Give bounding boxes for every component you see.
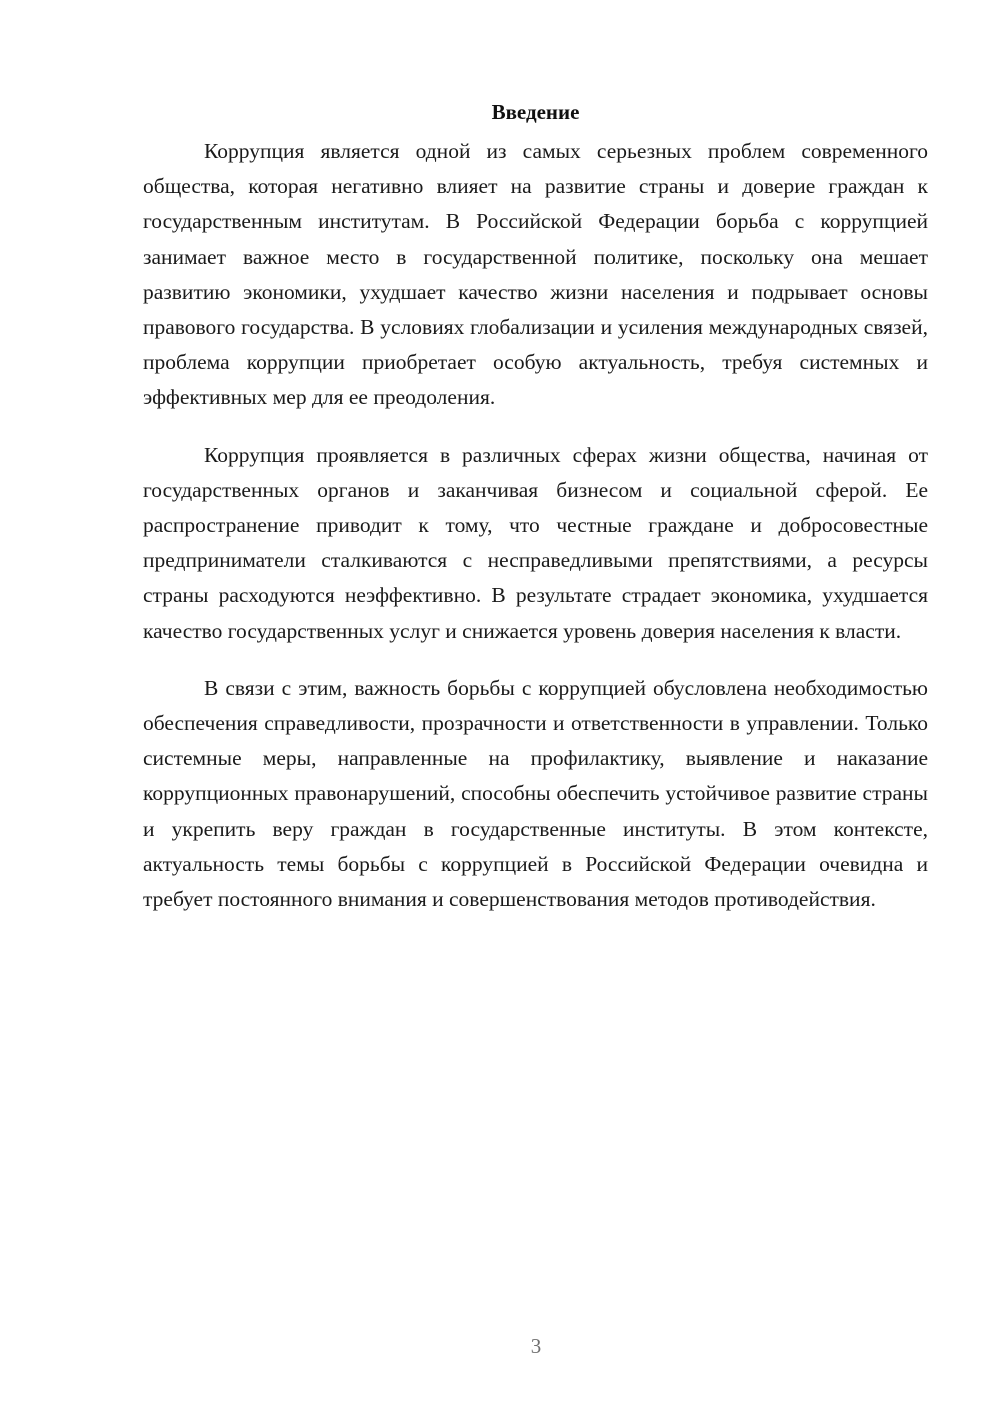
paragraph-1: Коррупция является одной из самых серьезных проблем современного общества, которая негативно влияет на развитие страны и доверие граждан к государственным институтам. В Российской Федерации борьба с коррупцией занимает важное место в государственной политике, поскольку она мешает развитию экономики, ухудшает качество жизни населения и подрывает основы правового государства. В условиях глобализации и усиления международных связей, проблема коррупции приобретает особую актуальность, требуя системных и эффективных мер для ее преодоления. — [143, 139, 928, 410]
paragraph-3: В связи с этим, важность борьбы с коррупцией обусловлена необходимостью обеспечения справедливости, прозрачности и ответственности в управлении. Только системные меры, направленные на профилактику, выявление и наказание коррупционных правонарушений, способны обеспечить устойчивое развитие страны и укрепить веру граждан в государственные институты. В этом контексте, актуальность темы борьбы с коррупцией в Российской Федерации очевидна и требует постоянного внимания и совершенствования методов противодействия. — [143, 675, 928, 912]
paragraph-2: Коррупция проявляется в различных сферах жизни общества, начиная от государственных органов и заканчивая бизнесом и социальной сферой. Ее распространение приводит к тому, что честные граждане и добросовестные предприниматели сталкиваются с несправедливыми препятствиями, а ресурсы страны расходуются неэффективно. В результате страдает экономика, ухудшается качество государственных услуг и снижается уровень доверия населения к власти. — [143, 442, 928, 643]
section-title: Введение — [491, 100, 580, 124]
page-number: 3 — [530, 1334, 542, 1358]
page-body — [143, 98, 928, 917]
